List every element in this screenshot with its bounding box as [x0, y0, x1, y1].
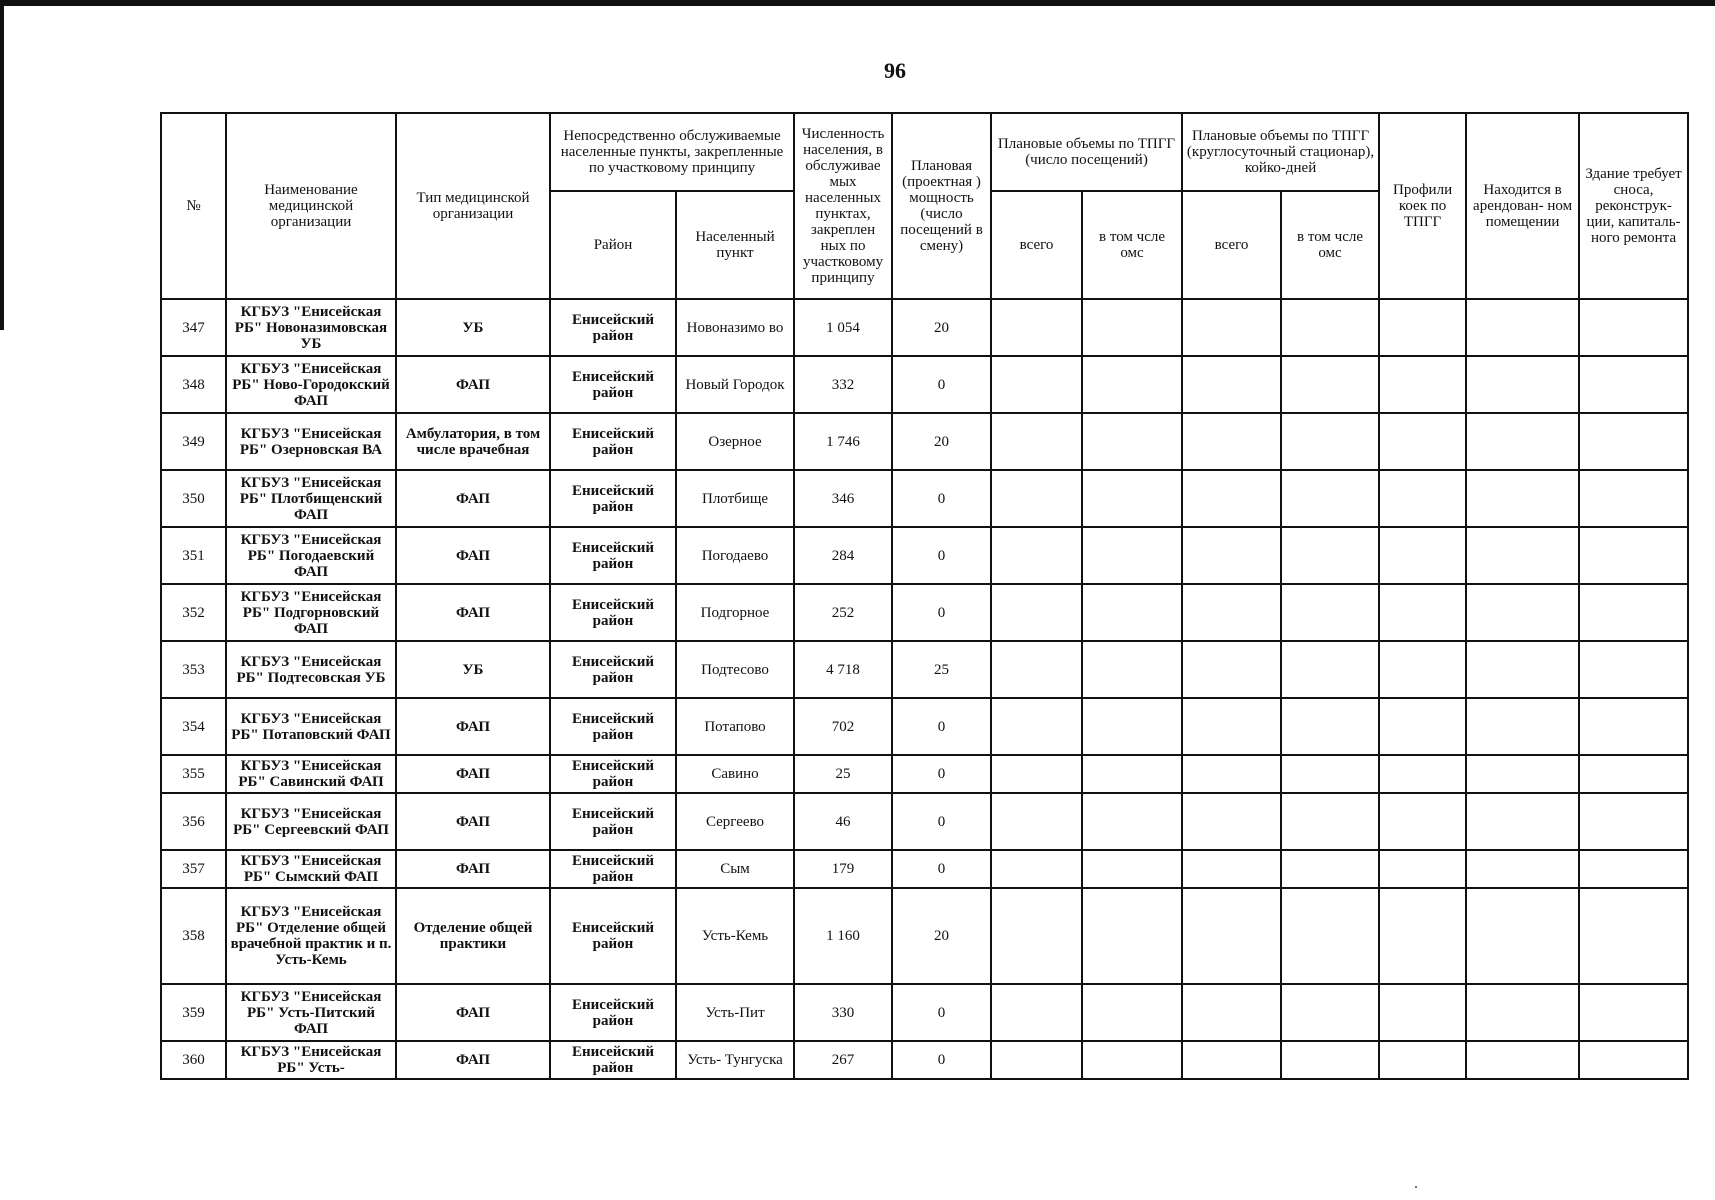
cell-rented — [1466, 793, 1579, 850]
cell-beds-total — [1182, 850, 1281, 888]
cell-rented — [1466, 470, 1579, 527]
cell-beds-total — [1182, 888, 1281, 984]
cell-visits-oms — [1082, 793, 1182, 850]
cell-visits-total — [991, 356, 1082, 413]
cell-visits-total — [991, 888, 1082, 984]
cell-district: Енисейский район — [550, 470, 676, 527]
cell-capacity: 20 — [892, 299, 991, 356]
cell-repair — [1579, 470, 1688, 527]
cell-profiles — [1379, 850, 1466, 888]
cell-name: КГБУЗ "Енисейская РБ" Ново-Городокский ФАП — [226, 356, 396, 413]
cell-beds-oms — [1281, 470, 1379, 527]
cell-visits-oms — [1082, 299, 1182, 356]
cell-beds-total — [1182, 470, 1281, 527]
cell-beds-oms — [1281, 641, 1379, 698]
cell-type: ФАП — [396, 850, 550, 888]
cell-rented — [1466, 850, 1579, 888]
cell-beds-total — [1182, 299, 1281, 356]
table-row — [161, 755, 1688, 793]
cell-capacity: 0 — [892, 584, 991, 641]
cell-rented — [1466, 356, 1579, 413]
cell-rented — [1466, 888, 1579, 984]
header-visits-group: Плановые объемы по ТПГГ (число посещений) — [991, 113, 1182, 191]
cell-rented — [1466, 413, 1579, 470]
cell-type: ФАП — [396, 984, 550, 1041]
cell-district: Енисейский район — [550, 299, 676, 356]
scan-edge-top — [0, 0, 1715, 6]
header-type: Тип медицинской организации — [396, 113, 550, 299]
cell-no: 356 — [161, 793, 226, 850]
cell-no: 355 — [161, 755, 226, 793]
table-row — [161, 356, 1688, 413]
cell-name: КГБУЗ "Енисейская РБ" Озерновская ВА — [226, 413, 396, 470]
cell-settlement: Плотбище — [676, 470, 794, 527]
cell-population: 330 — [794, 984, 892, 1041]
cell-no: 351 — [161, 527, 226, 584]
cell-type: Отделение общей практики — [396, 888, 550, 984]
cell-district: Енисейский район — [550, 584, 676, 641]
cell-name: КГБУЗ "Енисейская РБ" Савинский ФАП — [226, 755, 396, 793]
cell-district: Енисейский район — [550, 888, 676, 984]
cell-district: Енисейский район — [550, 356, 676, 413]
cell-population: 284 — [794, 527, 892, 584]
cell-profiles — [1379, 356, 1466, 413]
header-rented: Находится в арендован- ном помещении — [1466, 113, 1579, 299]
header-capacity: Плановая (проектная ) мощность (число посещений в смену) — [892, 113, 991, 299]
cell-repair — [1579, 755, 1688, 793]
cell-no: 349 — [161, 413, 226, 470]
cell-visits-total — [991, 641, 1082, 698]
cell-type: ФАП — [396, 470, 550, 527]
cell-capacity: 0 — [892, 527, 991, 584]
cell-type: ФАП — [396, 793, 550, 850]
cell-name: КГБУЗ "Енисейская РБ" Новоназимовская УБ — [226, 299, 396, 356]
cell-visits-total — [991, 470, 1082, 527]
cell-profiles — [1379, 755, 1466, 793]
cell-profiles — [1379, 299, 1466, 356]
cell-visits-total — [991, 850, 1082, 888]
cell-district: Енисейский район — [550, 984, 676, 1041]
cell-no: 350 — [161, 470, 226, 527]
header-repair: Здание требует сноса, реконструк- ции, капиталь- ного ремонта — [1579, 113, 1688, 299]
cell-rented — [1466, 584, 1579, 641]
cell-profiles — [1379, 413, 1466, 470]
cell-visits-total — [991, 584, 1082, 641]
cell-visits-oms — [1082, 850, 1182, 888]
cell-settlement: Сергеево — [676, 793, 794, 850]
cell-beds-oms — [1281, 888, 1379, 984]
header-visits-total: всего — [991, 191, 1082, 299]
cell-beds-oms — [1281, 527, 1379, 584]
cell-no: 358 — [161, 888, 226, 984]
cell-beds-total — [1182, 584, 1281, 641]
cell-repair — [1579, 1041, 1688, 1079]
header-settlement: Населенный пункт — [676, 191, 794, 299]
cell-profiles — [1379, 984, 1466, 1041]
cell-visits-total — [991, 1041, 1082, 1079]
cell-profiles — [1379, 584, 1466, 641]
cell-beds-oms — [1281, 356, 1379, 413]
cell-repair — [1579, 793, 1688, 850]
header-name: Наименование медицинской организации — [226, 113, 396, 299]
cell-rented — [1466, 698, 1579, 755]
cell-visits-oms — [1082, 527, 1182, 584]
header-district: Район — [550, 191, 676, 299]
cell-rented — [1466, 755, 1579, 793]
cell-population: 1 746 — [794, 413, 892, 470]
header-beds-oms: в том чсле омс — [1281, 191, 1379, 299]
table-row — [161, 850, 1688, 888]
cell-type: ФАП — [396, 356, 550, 413]
cell-rented — [1466, 1041, 1579, 1079]
cell-beds-oms — [1281, 850, 1379, 888]
cell-type: ФАП — [396, 698, 550, 755]
cell-visits-oms — [1082, 356, 1182, 413]
cell-settlement: Подтесово — [676, 641, 794, 698]
registry-table — [160, 112, 1689, 1080]
cell-capacity: 0 — [892, 698, 991, 755]
cell-name: КГБУЗ "Енисейская РБ" Погодаевский ФАП — [226, 527, 396, 584]
cell-population: 4 718 — [794, 641, 892, 698]
cell-district: Енисейский район — [550, 413, 676, 470]
cell-name: КГБУЗ "Енисейская РБ" Отделение общей врачебной практик и п. Усть-Кемь — [226, 888, 396, 984]
table-row — [161, 413, 1688, 470]
cell-no: 348 — [161, 356, 226, 413]
cell-repair — [1579, 888, 1688, 984]
cell-name: КГБУЗ "Енисейская РБ" Подтесовская УБ — [226, 641, 396, 698]
cell-no: 354 — [161, 698, 226, 755]
cell-type: ФАП — [396, 584, 550, 641]
cell-profiles — [1379, 888, 1466, 984]
cell-no: 347 — [161, 299, 226, 356]
cell-beds-oms — [1281, 584, 1379, 641]
cell-repair — [1579, 413, 1688, 470]
cell-capacity: 0 — [892, 850, 991, 888]
cell-profiles — [1379, 698, 1466, 755]
cell-district: Енисейский район — [550, 793, 676, 850]
cell-beds-total — [1182, 413, 1281, 470]
cell-visits-oms — [1082, 984, 1182, 1041]
cell-visits-total — [991, 527, 1082, 584]
cell-capacity: 25 — [892, 641, 991, 698]
cell-name: КГБУЗ "Енисейская РБ" Потаповский ФАП — [226, 698, 396, 755]
table-row — [161, 984, 1688, 1041]
cell-capacity: 0 — [892, 470, 991, 527]
cell-district: Енисейский район — [550, 755, 676, 793]
cell-visits-total — [991, 984, 1082, 1041]
cell-capacity: 0 — [892, 356, 991, 413]
cell-district: Енисейский район — [550, 1041, 676, 1079]
cell-visits-total — [991, 698, 1082, 755]
page-number: 96 — [884, 58, 906, 83]
cell-repair — [1579, 527, 1688, 584]
cell-settlement: Новый Городок — [676, 356, 794, 413]
scan-edge-left — [0, 0, 4, 330]
cell-visits-oms — [1082, 888, 1182, 984]
cell-beds-total — [1182, 698, 1281, 755]
cell-population: 46 — [794, 793, 892, 850]
cell-repair — [1579, 641, 1688, 698]
cell-repair — [1579, 984, 1688, 1041]
cell-settlement: Усть-Пит — [676, 984, 794, 1041]
cell-settlement: Новоназимо во — [676, 299, 794, 356]
cell-type: ФАП — [396, 527, 550, 584]
cell-settlement: Усть- Тунгуска — [676, 1041, 794, 1079]
cell-no: 359 — [161, 984, 226, 1041]
cell-beds-oms — [1281, 793, 1379, 850]
table-row — [161, 299, 1688, 356]
cell-beds-total — [1182, 755, 1281, 793]
cell-district: Енисейский район — [550, 641, 676, 698]
cell-visits-total — [991, 299, 1082, 356]
cell-visits-oms — [1082, 698, 1182, 755]
cell-type: Амбулатория, в том числе врачебная — [396, 413, 550, 470]
cell-settlement: Савино — [676, 755, 794, 793]
header-population: Численность населения, в обслуживае мых населенных пунктах, закреплен ных по участковому принципу — [794, 113, 892, 299]
cell-rented — [1466, 984, 1579, 1041]
cell-beds-oms — [1281, 984, 1379, 1041]
cell-name: КГБУЗ "Енисейская РБ" Усть-Питский ФАП — [226, 984, 396, 1041]
header-beds-total: всего — [1182, 191, 1281, 299]
cell-profiles — [1379, 641, 1466, 698]
cell-visits-oms — [1082, 584, 1182, 641]
table-row — [161, 888, 1688, 984]
cell-visits-oms — [1082, 413, 1182, 470]
cell-population: 1 160 — [794, 888, 892, 984]
table-row — [161, 584, 1688, 641]
cell-capacity: 0 — [892, 1041, 991, 1079]
cell-beds-oms — [1281, 299, 1379, 356]
cell-profiles — [1379, 793, 1466, 850]
cell-capacity: 0 — [892, 755, 991, 793]
cell-capacity: 0 — [892, 793, 991, 850]
cell-name: КГБУЗ "Енисейская РБ" Усть- — [226, 1041, 396, 1079]
cell-capacity: 20 — [892, 413, 991, 470]
cell-capacity: 20 — [892, 888, 991, 984]
header-no: № — [161, 113, 226, 299]
cell-district: Енисейский район — [550, 850, 676, 888]
cell-repair — [1579, 850, 1688, 888]
cell-visits-total — [991, 793, 1082, 850]
cell-population: 25 — [794, 755, 892, 793]
cell-beds-total — [1182, 984, 1281, 1041]
table-row — [161, 527, 1688, 584]
cell-visits-total — [991, 413, 1082, 470]
cell-repair — [1579, 356, 1688, 413]
cell-no: 360 — [161, 1041, 226, 1079]
cell-district: Енисейский район — [550, 527, 676, 584]
cell-no: 357 — [161, 850, 226, 888]
cell-type: ФАП — [396, 755, 550, 793]
cell-visits-oms — [1082, 470, 1182, 527]
cell-repair — [1579, 584, 1688, 641]
cell-settlement: Погодаево — [676, 527, 794, 584]
cell-capacity: 0 — [892, 984, 991, 1041]
cell-repair — [1579, 698, 1688, 755]
table-row — [161, 698, 1688, 755]
cell-profiles — [1379, 470, 1466, 527]
cell-visits-oms — [1082, 755, 1182, 793]
cell-population: 702 — [794, 698, 892, 755]
cell-rented — [1466, 527, 1579, 584]
scan-speck — [1415, 1186, 1417, 1188]
cell-beds-total — [1182, 641, 1281, 698]
cell-beds-oms — [1281, 1041, 1379, 1079]
cell-beds-total — [1182, 356, 1281, 413]
cell-population: 267 — [794, 1041, 892, 1079]
cell-visits-oms — [1082, 1041, 1182, 1079]
cell-name: КГБУЗ "Енисейская РБ" Подгорновский ФАП — [226, 584, 396, 641]
cell-type: УБ — [396, 641, 550, 698]
cell-type: УБ — [396, 299, 550, 356]
cell-settlement: Озерное — [676, 413, 794, 470]
cell-population: 346 — [794, 470, 892, 527]
cell-settlement: Потапово — [676, 698, 794, 755]
cell-population: 332 — [794, 356, 892, 413]
cell-visits-total — [991, 755, 1082, 793]
cell-population: 1 054 — [794, 299, 892, 356]
cell-beds-total — [1182, 527, 1281, 584]
cell-profiles — [1379, 527, 1466, 584]
cell-name: КГБУЗ "Енисейская РБ" Сымский ФАП — [226, 850, 396, 888]
cell-population: 179 — [794, 850, 892, 888]
cell-population: 252 — [794, 584, 892, 641]
cell-repair — [1579, 299, 1688, 356]
cell-settlement: Подгорное — [676, 584, 794, 641]
cell-profiles — [1379, 1041, 1466, 1079]
cell-rented — [1466, 641, 1579, 698]
table-row — [161, 1041, 1688, 1079]
cell-visits-oms — [1082, 641, 1182, 698]
cell-beds-total — [1182, 793, 1281, 850]
header-visits-oms: в том чсле омс — [1082, 191, 1182, 299]
cell-settlement: Сым — [676, 850, 794, 888]
header-profiles: Профили коек по ТПГГ — [1379, 113, 1466, 299]
cell-name: КГБУЗ "Енисейская РБ" Сергеевский ФАП — [226, 793, 396, 850]
table-row — [161, 793, 1688, 850]
cell-no: 353 — [161, 641, 226, 698]
cell-settlement: Усть-Кемь — [676, 888, 794, 984]
table-row — [161, 641, 1688, 698]
table-row — [161, 470, 1688, 527]
cell-rented — [1466, 299, 1579, 356]
cell-district: Енисейский район — [550, 698, 676, 755]
cell-type: ФАП — [396, 1041, 550, 1079]
cell-no: 352 — [161, 584, 226, 641]
cell-beds-oms — [1281, 755, 1379, 793]
cell-beds-total — [1182, 1041, 1281, 1079]
header-beds-group: Плановые объемы по ТПГГ (круглосуточный стационар), койко-дней — [1182, 113, 1379, 191]
cell-name: КГБУЗ "Енисейская РБ" Плотбищенский ФАП — [226, 470, 396, 527]
header-served-group: Непосредственно обслуживаемые населенные пункты, закрепленные по участковому принципу — [550, 113, 794, 191]
cell-beds-oms — [1281, 413, 1379, 470]
cell-beds-oms — [1281, 698, 1379, 755]
